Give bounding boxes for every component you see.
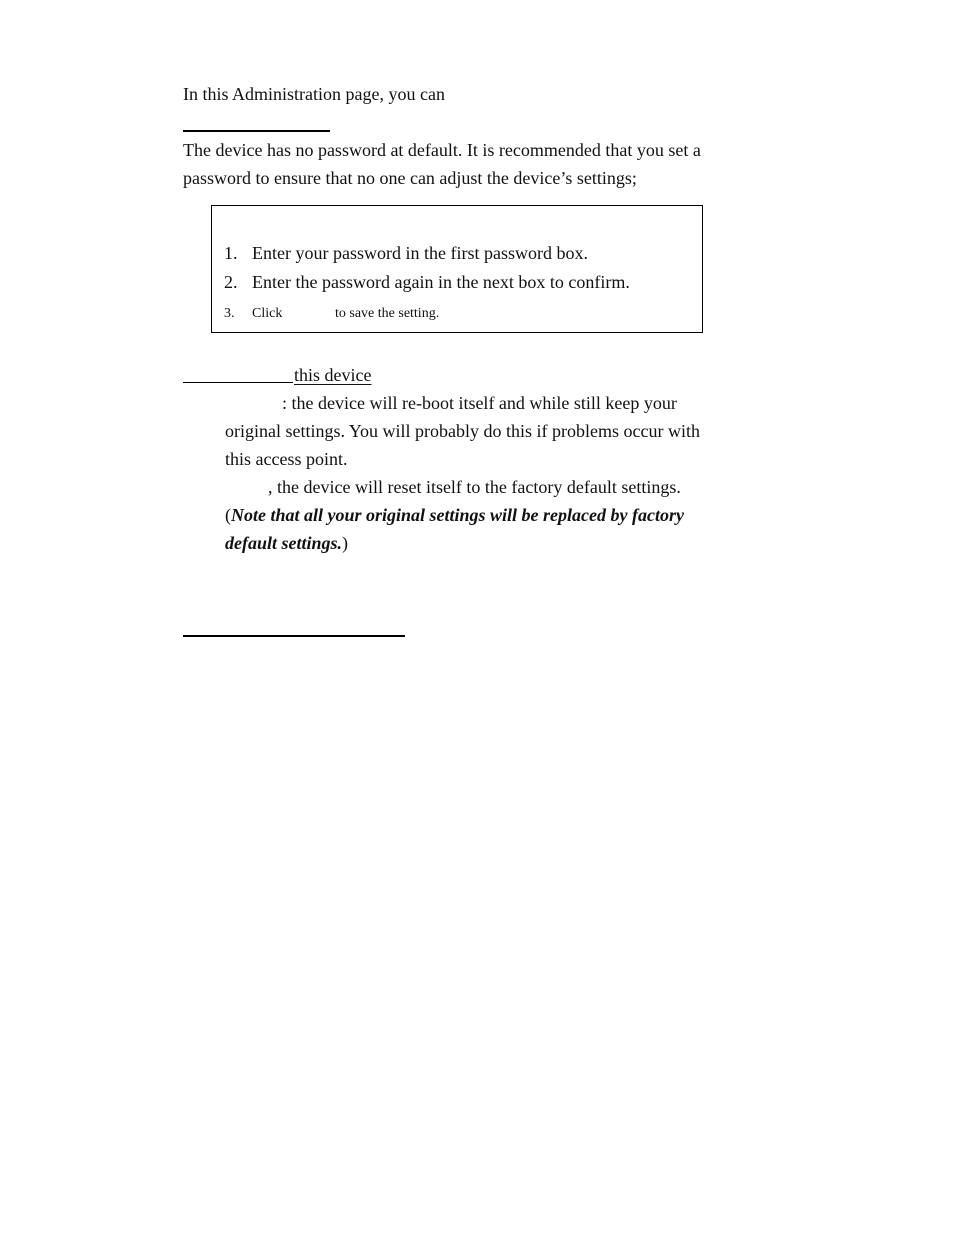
note-close-paren: ) bbox=[342, 533, 349, 553]
reboot-description-line-3: this access point. bbox=[225, 449, 348, 469]
heading-underline-password bbox=[183, 130, 330, 132]
reboot-description-line-1: : the device will re-boot itself and while still keep your bbox=[282, 393, 677, 413]
step-3-number: 3. bbox=[224, 306, 235, 321]
intro-text: In this Administration page, you can bbox=[183, 84, 445, 104]
reset-note-line-1 bbox=[225, 501, 684, 529]
reset-note-line-2 bbox=[225, 529, 348, 557]
step-2 bbox=[224, 272, 630, 293]
step-2-text: Enter the password again in the next box to confirm. bbox=[252, 272, 630, 292]
password-description-line-1: The device has no password at default. It is recommended that you set a bbox=[183, 140, 701, 160]
step-3 bbox=[224, 306, 440, 322]
step-1-number: 1. bbox=[224, 243, 238, 263]
heading-underline-next-section bbox=[183, 635, 405, 637]
step-1 bbox=[224, 243, 588, 264]
step-3-text-before: Click bbox=[252, 306, 283, 321]
reset-description-line-1: , the device will reset itself to the factory default settings. bbox=[268, 477, 681, 497]
note-text-line-1: Note that all your original settings will be replaced by factory bbox=[231, 505, 684, 525]
step-1-text: Enter your password in the first password box. bbox=[252, 243, 588, 263]
heading-underline-device-blank bbox=[183, 382, 293, 383]
note-open-paren: ( bbox=[225, 505, 231, 525]
device-heading-fragment: this device bbox=[294, 365, 372, 385]
password-description-line-2: password to ensure that no one can adjust the device’s settings; bbox=[183, 168, 637, 188]
step-2-number: 2. bbox=[224, 272, 238, 292]
reboot-description-line-2: original settings. You will probably do this if problems occur with bbox=[225, 421, 700, 441]
password-steps-box bbox=[211, 205, 703, 333]
note-text-line-2: default settings. bbox=[225, 533, 343, 553]
step-3-text-after: to save the setting. bbox=[335, 306, 440, 321]
